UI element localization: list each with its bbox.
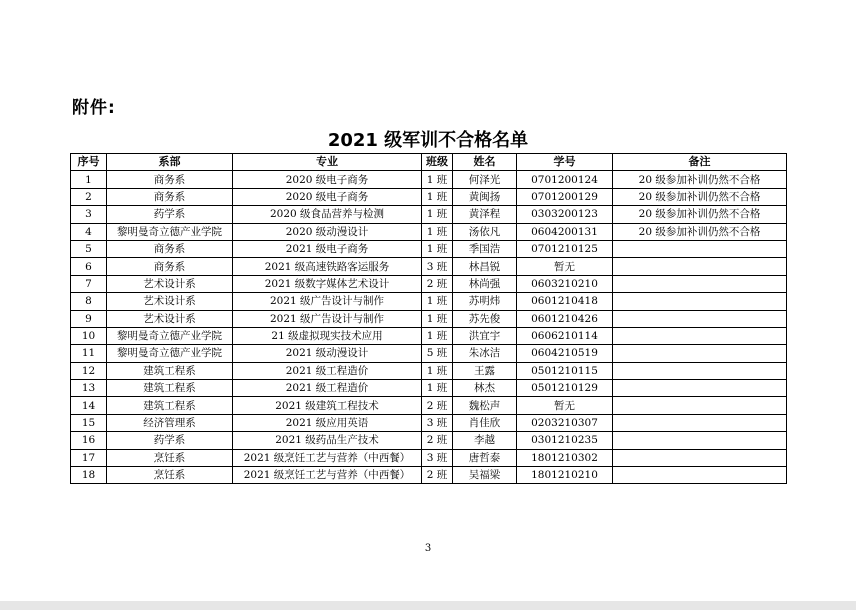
document-title: 2021 级军训不合格名单 — [327, 130, 529, 151]
cell-remark — [613, 467, 787, 484]
cell-major: 21 级虚拟现实技术应用 — [233, 327, 422, 344]
cell-index: 11 — [71, 345, 107, 362]
cell-department: 商务系 — [107, 188, 233, 205]
cell-name: 王露 — [453, 362, 517, 379]
cell-student-id: 0701200124 — [517, 171, 613, 188]
cell-student-id: 1801210210 — [517, 467, 613, 484]
cell-name: 黄泽程 — [453, 206, 517, 223]
cell-name: 林杰 — [453, 380, 517, 397]
cell-class: 1 班 — [422, 206, 453, 223]
cell-major: 2020 级电子商务 — [233, 171, 422, 188]
cell-major: 2021 级电子商务 — [233, 240, 422, 257]
table-row — [71, 362, 787, 379]
cell-index: 4 — [71, 223, 107, 240]
cell-remark — [613, 432, 787, 449]
cell-major: 2021 级烹饪工艺与营养（中西餐） — [233, 467, 422, 484]
cell-class: 2 班 — [422, 467, 453, 484]
cell-remark: 20 级参加补训仍然不合格 — [613, 171, 787, 188]
cell-index: 8 — [71, 293, 107, 310]
roster-table — [70, 153, 787, 484]
cell-class: 1 班 — [422, 240, 453, 257]
cell-department: 建筑工程系 — [107, 380, 233, 397]
cell-student-id: 0601210426 — [517, 310, 613, 327]
cell-class: 2 班 — [422, 432, 453, 449]
cell-class: 5 班 — [422, 345, 453, 362]
table-row — [71, 293, 787, 310]
cell-remark — [613, 275, 787, 292]
cell-class: 3 班 — [422, 258, 453, 275]
bottom-band — [0, 601, 856, 610]
table-row — [71, 206, 787, 223]
table-row — [71, 397, 787, 414]
cell-remark — [613, 449, 787, 466]
cell-class: 3 班 — [422, 414, 453, 431]
cell-class: 1 班 — [422, 362, 453, 379]
cell-major: 2021 级动漫设计 — [233, 345, 422, 362]
cell-major: 2020 级电子商务 — [233, 188, 422, 205]
cell-remark — [613, 414, 787, 431]
cell-name: 苏先俊 — [453, 310, 517, 327]
table-row — [71, 467, 787, 484]
cell-class: 1 班 — [422, 171, 453, 188]
page-number: 3 — [424, 543, 432, 554]
cell-major: 2021 级建筑工程技术 — [233, 397, 422, 414]
cell-remark: 20 级参加补训仍然不合格 — [613, 188, 787, 205]
cell-student-id: 0303200123 — [517, 206, 613, 223]
cell-index: 17 — [71, 449, 107, 466]
cell-major: 2021 级烹饪工艺与营养（中西餐） — [233, 449, 422, 466]
cell-major: 2021 级高速铁路客运服务 — [233, 258, 422, 275]
cell-index: 10 — [71, 327, 107, 344]
cell-major: 2020 级动漫设计 — [233, 223, 422, 240]
cell-class: 1 班 — [422, 310, 453, 327]
table-row — [71, 345, 787, 362]
cell-name: 林尚强 — [453, 275, 517, 292]
table-row — [71, 171, 787, 188]
cell-class: 1 班 — [422, 188, 453, 205]
cell-student-id: 暂无 — [517, 397, 613, 414]
cell-department: 商务系 — [107, 258, 233, 275]
cell-department: 商务系 — [107, 171, 233, 188]
cell-student-id: 0203210307 — [517, 414, 613, 431]
cell-index: 13 — [71, 380, 107, 397]
cell-remark — [613, 362, 787, 379]
cell-department: 建筑工程系 — [107, 362, 233, 379]
table-row — [71, 275, 787, 292]
cell-index: 7 — [71, 275, 107, 292]
cell-major: 2021 级广告设计与制作 — [233, 310, 422, 327]
cell-student-id: 0604210519 — [517, 345, 613, 362]
header-remark: 备注 — [613, 154, 787, 171]
table-row — [71, 223, 787, 240]
cell-department: 经济管理系 — [107, 414, 233, 431]
cell-remark: 20 级参加补训仍然不合格 — [613, 206, 787, 223]
cell-name: 黄闽扬 — [453, 188, 517, 205]
cell-student-id: 0606210114 — [517, 327, 613, 344]
cell-remark — [613, 293, 787, 310]
cell-student-id: 0601210418 — [517, 293, 613, 310]
cell-class: 2 班 — [422, 397, 453, 414]
cell-remark — [613, 240, 787, 257]
cell-index: 9 — [71, 310, 107, 327]
cell-index: 5 — [71, 240, 107, 257]
table-row — [71, 380, 787, 397]
table-row — [71, 310, 787, 327]
cell-index: 6 — [71, 258, 107, 275]
attachment-label: 附件: — [72, 98, 116, 118]
header-class: 班级 — [422, 154, 453, 171]
cell-class: 3 班 — [422, 449, 453, 466]
cell-name: 林昌锐 — [453, 258, 517, 275]
cell-index: 1 — [71, 171, 107, 188]
cell-student-id: 1801210302 — [517, 449, 613, 466]
table-row — [71, 188, 787, 205]
cell-index: 16 — [71, 432, 107, 449]
cell-major: 2021 级工程造价 — [233, 380, 422, 397]
cell-major: 2021 级数字媒体艺术设计 — [233, 275, 422, 292]
cell-class: 1 班 — [422, 327, 453, 344]
cell-index: 18 — [71, 467, 107, 484]
cell-remark — [613, 345, 787, 362]
cell-major: 2021 级药品生产技术 — [233, 432, 422, 449]
cell-department: 烹饪系 — [107, 467, 233, 484]
cell-remark — [613, 397, 787, 414]
table-row — [71, 449, 787, 466]
cell-name: 朱冰洁 — [453, 345, 517, 362]
cell-name: 苏明炜 — [453, 293, 517, 310]
cell-student-id: 暂无 — [517, 258, 613, 275]
cell-major: 2021 级广告设计与制作 — [233, 293, 422, 310]
cell-student-id: 0501210129 — [517, 380, 613, 397]
cell-name: 何泽光 — [453, 171, 517, 188]
cell-department: 药学系 — [107, 432, 233, 449]
cell-department: 药学系 — [107, 206, 233, 223]
cell-department: 艺术设计系 — [107, 293, 233, 310]
cell-remark — [613, 310, 787, 327]
cell-remark — [613, 327, 787, 344]
header-name: 姓名 — [453, 154, 517, 171]
cell-name: 李越 — [453, 432, 517, 449]
header-index: 序号 — [71, 154, 107, 171]
cell-name: 汤依凡 — [453, 223, 517, 240]
cell-name: 唐哲泰 — [453, 449, 517, 466]
cell-index: 3 — [71, 206, 107, 223]
table-row — [71, 258, 787, 275]
cell-department: 艺术设计系 — [107, 275, 233, 292]
cell-student-id: 0701210125 — [517, 240, 613, 257]
cell-student-id: 0701200129 — [517, 188, 613, 205]
cell-index: 2 — [71, 188, 107, 205]
cell-major: 2021 级工程造价 — [233, 362, 422, 379]
cell-class: 2 班 — [422, 275, 453, 292]
table-header-row — [71, 154, 787, 171]
cell-department: 烹饪系 — [107, 449, 233, 466]
cell-class: 1 班 — [422, 223, 453, 240]
cell-student-id: 0501210115 — [517, 362, 613, 379]
cell-remark — [613, 258, 787, 275]
table-row — [71, 432, 787, 449]
cell-class: 1 班 — [422, 293, 453, 310]
cell-index: 14 — [71, 397, 107, 414]
cell-student-id: 0603210210 — [517, 275, 613, 292]
cell-index: 12 — [71, 362, 107, 379]
cell-index: 15 — [71, 414, 107, 431]
table-row — [71, 414, 787, 431]
cell-name: 肖佳欣 — [453, 414, 517, 431]
table-body — [71, 171, 787, 484]
table-row — [71, 240, 787, 257]
header-department: 系部 — [107, 154, 233, 171]
cell-major: 2020 级食品营养与检测 — [233, 206, 422, 223]
cell-remark: 20 级参加补训仍然不合格 — [613, 223, 787, 240]
cell-department: 建筑工程系 — [107, 397, 233, 414]
cell-remark — [613, 380, 787, 397]
cell-name: 季国浩 — [453, 240, 517, 257]
header-student-id: 学号 — [517, 154, 613, 171]
cell-department: 艺术设计系 — [107, 310, 233, 327]
table-row — [71, 327, 787, 344]
cell-name: 洪宜宇 — [453, 327, 517, 344]
cell-department: 黎明曼奇立德产业学院 — [107, 223, 233, 240]
cell-department: 黎明曼奇立德产业学院 — [107, 327, 233, 344]
cell-name: 魏松声 — [453, 397, 517, 414]
cell-department: 黎明曼奇立德产业学院 — [107, 345, 233, 362]
cell-student-id: 0301210235 — [517, 432, 613, 449]
cell-student-id: 0604200131 — [517, 223, 613, 240]
cell-department: 商务系 — [107, 240, 233, 257]
cell-major: 2021 级应用英语 — [233, 414, 422, 431]
cell-class: 1 班 — [422, 380, 453, 397]
cell-name: 吴福梁 — [453, 467, 517, 484]
header-major: 专业 — [233, 154, 422, 171]
